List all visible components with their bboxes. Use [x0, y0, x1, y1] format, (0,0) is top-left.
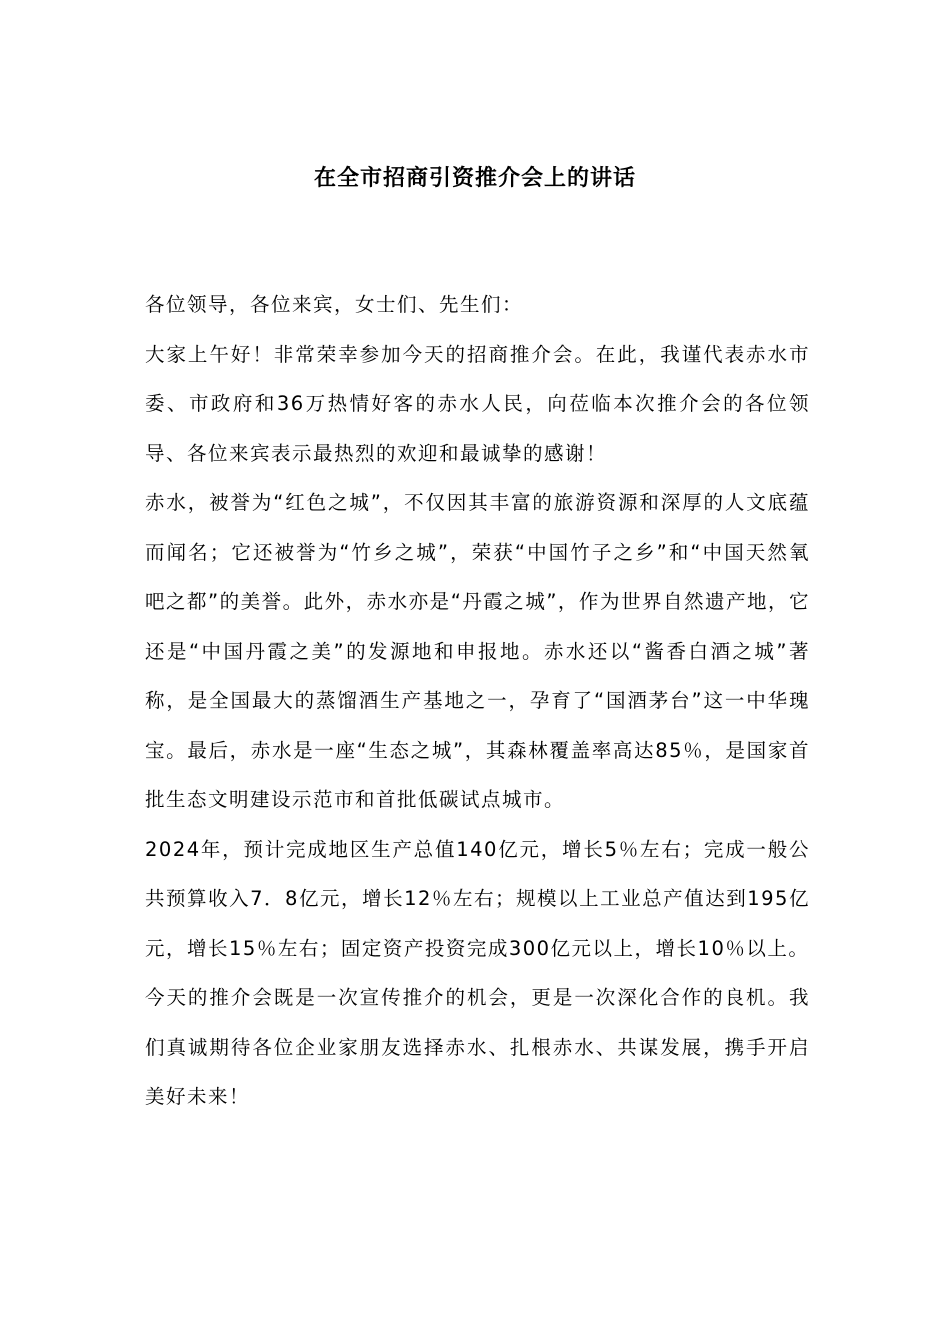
closing-paragraph: 今天的推介会既是一次宣传推介的机会，更是一次深化合作的良机。我们真诚期待各位企业家朋友选择赤水、扎根赤水、共谋发展，携手开启美好未来！	[145, 986, 810, 1108]
economic-targets-paragraph: 2024年，预计完成地区生产总值140亿元，增长5％左右；完成一般公共预算收入7．8亿元，增长12％左右；规模以上工业总产值达到195亿元，增长15％左右；固定资产投资完成300亿元以上，增长10％以上。	[145, 837, 810, 960]
greeting-paragraph: 大家上午好！非常荣幸参加今天的招商推介会。在此，我谨代表赤水市委、市政府和36万热情好客的赤水人民，向莅临本次推介会的各位领导、各位来宾表示最热烈的欢迎和最诚挚的感谢！	[145, 342, 810, 465]
document-title: 在全市招商引资推介会上的讲话	[313, 166, 636, 191]
document-body	[145, 280, 810, 1122]
city-introduction-paragraph: 赤水，被誉为“红色之城”，不仅因其丰富的旅游资源和深厚的人文底蕴而闻名；它还被誉为“竹乡之城”，荣获“中国竹子之乡”和“中国天然氧吧之都”的美誉。此外，赤水亦是“丹霞之城”，作为世界自然遗产地，它还是“中国丹霞之美”的发源地和申报地。赤水还以“酱香白酒之城”著称，是全国最大的蒸馏酒生产基地之一，孕育了“国酒茅台”这一中华瑰宝。最后，赤水是一座“生态之城”，其森林覆盖率高达85％，是国家首批生态文明建设示范市和首批低碳试点城市。	[145, 491, 810, 811]
salutation-paragraph: 各位领导，各位来宾，女士们、先生们：	[145, 293, 524, 316]
